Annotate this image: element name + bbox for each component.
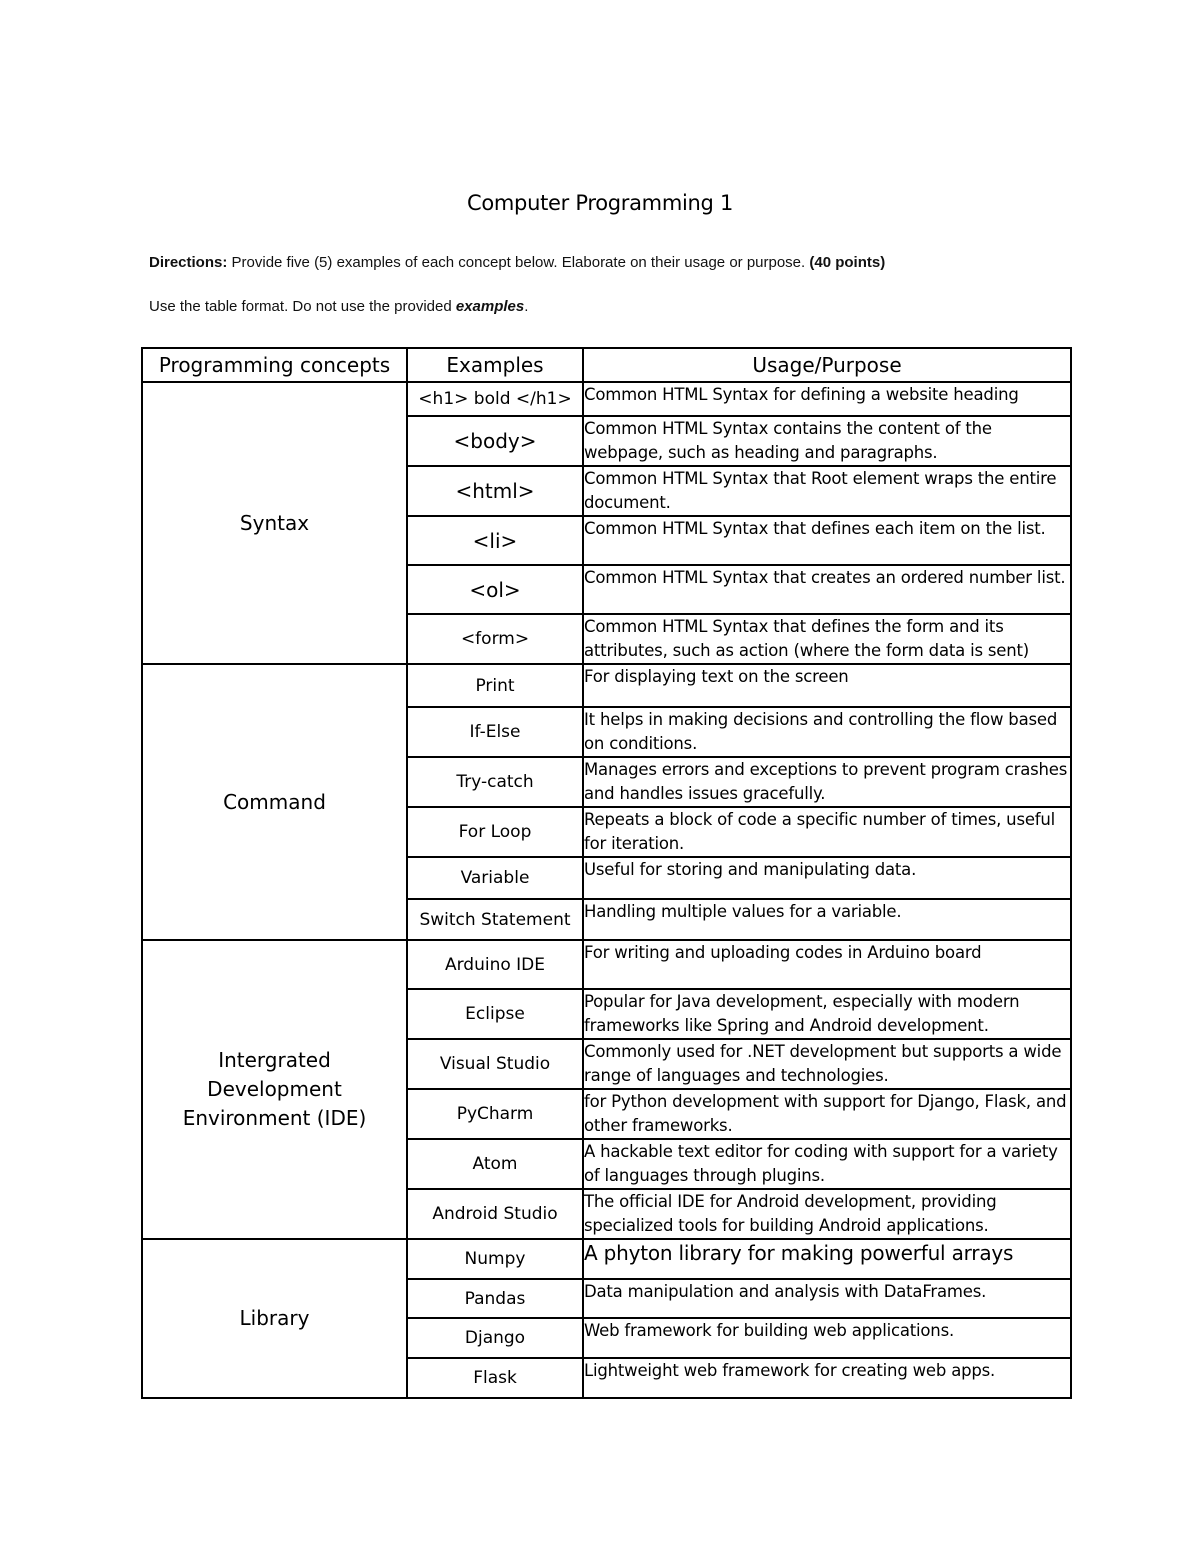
usage-cell: Manages errors and exceptions to prevent program crashes and handles issues gracefully. <box>583 757 1071 807</box>
note-text: Use the table format. Do not use the provided <box>149 298 456 315</box>
usage-cell: Common HTML Syntax contains the content of the webpage, such as heading and paragraphs. <box>583 416 1071 466</box>
example-cell: <form> <box>407 614 583 664</box>
example-cell: Switch Statement <box>407 899 583 940</box>
header-examples: Examples <box>407 348 583 382</box>
usage-cell: A hackable text editor for coding with support for a variety of languages through plugins. <box>583 1139 1071 1189</box>
example-cell: PyCharm <box>407 1089 583 1139</box>
table-row <box>142 1239 1071 1279</box>
example-cell: For Loop <box>407 807 583 857</box>
example-cell: Django <box>407 1318 583 1358</box>
example-cell: Flask <box>407 1358 583 1398</box>
concept-library: Library <box>142 1239 407 1398</box>
example-cell: Pandas <box>407 1279 583 1318</box>
example-cell: Try-catch <box>407 757 583 807</box>
concept-syntax: Syntax <box>142 382 407 664</box>
directions-text: Provide five (5) examples of each concept below. Elaborate on their usage or purpose. <box>227 254 810 271</box>
example-cell: Eclipse <box>407 989 583 1039</box>
concept-ide-line: Intergrated <box>218 1048 331 1072</box>
usage-cell: Common HTML Syntax that Root element wraps the entire document. <box>583 466 1071 516</box>
usage-cell: The official IDE for Android development, providing specialized tools for building Android applications. <box>583 1189 1071 1239</box>
example-cell: Print <box>407 664 583 707</box>
table-header-row <box>142 348 1071 382</box>
concepts-table <box>141 347 1072 1399</box>
usage-cell: for Python development with support for Django, Flask, and other frameworks. <box>583 1089 1071 1139</box>
page-title: Computer Programming 1 <box>466 191 734 215</box>
table-row <box>142 940 1071 989</box>
usage-cell: It helps in making decisions and controlling the flow based on conditions. <box>583 707 1071 757</box>
usage-cell: Lightweight web framework for creating web apps. <box>583 1358 1071 1398</box>
concept-ide <box>142 940 407 1239</box>
header-programming-concepts: Programming concepts <box>142 348 407 382</box>
example-cell: Visual Studio <box>407 1039 583 1089</box>
example-cell: <html> <box>407 466 583 516</box>
usage-cell: For writing and uploading codes in Arduino board <box>583 940 1071 989</box>
example-cell: <body> <box>407 416 583 466</box>
usage-cell: Common HTML Syntax that defines each item on the list. <box>583 516 1071 565</box>
table-format-note <box>149 298 528 315</box>
usage-cell: A phyton library for making powerful arrays <box>583 1239 1071 1279</box>
usage-cell: Common HTML Syntax that creates an ordered number list. <box>583 565 1071 614</box>
usage-cell: Common HTML Syntax that defines the form and its attributes, such as action (where the form data is sent) <box>583 614 1071 664</box>
concept-ide-line: Development <box>207 1077 342 1101</box>
table-row <box>142 382 1071 416</box>
usage-cell: Repeats a block of code a specific number of times, useful for iteration. <box>583 807 1071 857</box>
example-cell: Numpy <box>407 1239 583 1279</box>
directions <box>149 254 885 271</box>
note-emphasis: examples <box>455 298 525 315</box>
usage-cell: Common HTML Syntax for defining a website heading <box>583 382 1071 416</box>
usage-cell: Web framework for building web applications. <box>583 1318 1071 1358</box>
directions-label: Directions: <box>149 254 228 271</box>
header-usage-purpose: Usage/Purpose <box>583 348 1071 382</box>
usage-cell: Useful for storing and manipulating data. <box>583 857 1071 899</box>
example-cell: Android Studio <box>407 1189 583 1239</box>
concept-command: Command <box>142 664 407 940</box>
example-cell: Variable <box>407 857 583 899</box>
example-cell: <h1> bold </h1> <box>407 382 583 416</box>
usage-cell: Handling multiple values for a variable. <box>583 899 1071 940</box>
example-cell: If-Else <box>407 707 583 757</box>
directions-points: (40 points) <box>809 254 886 271</box>
example-cell: Atom <box>407 1139 583 1189</box>
table-row <box>142 664 1071 707</box>
usage-cell: Popular for Java development, especially with modern frameworks like Spring and Android development. <box>583 989 1071 1039</box>
note-end: . <box>524 298 529 315</box>
concept-ide-line: Environment (IDE) <box>182 1106 367 1130</box>
usage-cell: Commonly used for .NET development but supports a wide range of languages and technologies. <box>583 1039 1071 1089</box>
usage-cell: Data manipulation and analysis with DataFrames. <box>583 1279 1071 1318</box>
example-cell: <ol> <box>407 565 583 614</box>
example-cell: Arduino IDE <box>407 940 583 989</box>
usage-cell: For displaying text on the screen <box>583 664 1071 707</box>
example-cell: <li> <box>407 516 583 565</box>
